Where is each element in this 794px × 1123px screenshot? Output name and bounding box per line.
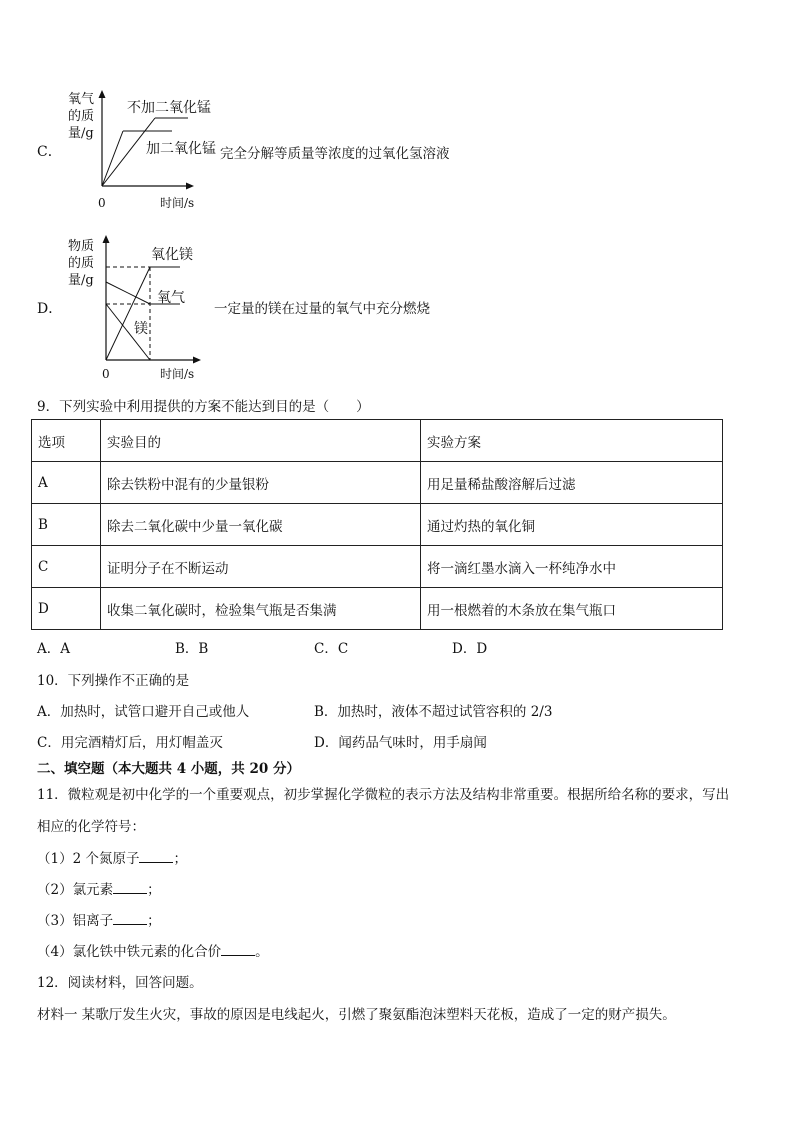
table-cell: D: [32, 588, 101, 630]
q11-item-2: [37, 878, 161, 898]
option-d-description: 一定量的镁在过量的氧气中充分燃烧: [214, 301, 430, 317]
answer-blank[interactable]: [221, 943, 255, 956]
table-row: [32, 462, 723, 504]
q11-item-end: ；: [147, 913, 161, 929]
q11-item-end: ；: [173, 851, 187, 867]
table-header-cell: 实验目的: [101, 420, 421, 462]
table-row: [32, 546, 723, 588]
d-ylabel-1: 物质: [68, 239, 95, 254]
answer-blank[interactable]: [139, 850, 173, 863]
c-ylabel-3: 量/g: [68, 126, 94, 141]
d-xlabel: 时间/s: [160, 367, 195, 381]
table-cell: 用一根燃着的木条放在集气瓶口: [421, 588, 723, 630]
q12-stem: 12．阅读材料，回答问题。: [37, 975, 203, 991]
q11-item-end: 。: [255, 944, 269, 960]
c-ylabel-1: 氧气: [68, 92, 95, 107]
q10-choice-d[interactable]: D．闻药品气味时，用手扇闻: [314, 735, 487, 751]
table-cell: 收集二氧化碳时，检验集气瓶是否集满: [101, 588, 421, 630]
c-origin: 0: [98, 196, 106, 210]
table-row: [32, 504, 723, 546]
table-row: [32, 420, 723, 462]
q9-choice-b[interactable]: B．B: [175, 641, 209, 657]
q10-choice-b[interactable]: B．加热时，液体不超过试管容积的 2/3: [314, 704, 553, 720]
table-header-cell: 实验方案: [421, 420, 723, 462]
q12-material-1: 材料一 某歌厅发生火灾，事故的原因是电线起火，引燃了聚氨酯泡沫塑料天花板，造成了一定的财产损失。: [37, 1007, 676, 1023]
q11-item-text: （4）氯化铁中铁元素的化合价: [37, 944, 222, 960]
q11-item-text: （1）2 个氮原子: [37, 851, 140, 867]
q10-stem: 10．下列操作不正确的是: [37, 673, 190, 689]
q11-item-4: [37, 940, 269, 960]
d-line-low-label: 镁: [134, 321, 148, 337]
d-ylabel-2: 的质: [68, 256, 95, 271]
q11-item-text: （3）铝离子: [37, 913, 114, 929]
d-line-mgo: [106, 267, 150, 360]
q10-choice-a[interactable]: A．加热时，试管口避开自己或他人: [37, 704, 250, 720]
q9-choice-d[interactable]: D．D: [452, 641, 488, 657]
q9-table: [31, 419, 723, 630]
answer-blank[interactable]: [113, 912, 147, 925]
q11-item-end: ；: [147, 882, 161, 898]
c-ylabel-2: 的质: [68, 109, 95, 124]
c-line-bottom-label: 加二氧化锰: [146, 141, 216, 157]
table-cell: C: [32, 546, 101, 588]
q11-item-3: [37, 909, 161, 929]
q11-item-1: [37, 847, 187, 867]
table-cell: 通过灼热的氧化铜: [421, 504, 723, 546]
q11-item-text: （2）氯元素: [37, 882, 114, 898]
table-cell: 证明分子在不断运动: [101, 546, 421, 588]
q9-stem: 9．下列实验中利用提供的方案不能达到目的是（ ）: [37, 399, 370, 415]
table-cell: 除去二氧化碳中少量一氧化碳: [101, 504, 421, 546]
option-d-label: D．: [37, 301, 63, 317]
c-line-top-label: 不加二氧化锰: [127, 100, 211, 116]
c-xlabel: 时间/s: [160, 196, 195, 210]
option-c-label: C．: [37, 144, 62, 160]
d-line-mid-label: 氧气: [157, 290, 185, 306]
table-cell: A: [32, 462, 101, 504]
q11-stem-line2: 相应的化学符号：: [37, 819, 145, 835]
q9-choice-c[interactable]: C．C: [314, 641, 349, 657]
d-origin: 0: [102, 367, 110, 381]
q10-choice-c[interactable]: C．用完酒精灯后，用灯帽盖灭: [37, 735, 223, 751]
table-cell: 用足量稀盐酸溶解后过滤: [421, 462, 723, 504]
table-cell: 将一滴红墨水滴入一杯纯净水中: [421, 546, 723, 588]
table-cell: 除去铁粉中混有的少量银粉: [101, 462, 421, 504]
section-title: 二、填空题（本大题共 4 小题，共 20 分）: [37, 761, 300, 777]
option-c-description: 完全分解等质量等浓度的过氧化氢溶液: [220, 146, 450, 162]
c-line-with-mno2: [102, 131, 123, 186]
q9-choice-a[interactable]: A．A: [37, 641, 70, 657]
table-cell: B: [32, 504, 101, 546]
d-line-o2: [106, 282, 150, 304]
d-line-top-label: 氧化镁: [151, 247, 193, 263]
table-row: [32, 588, 723, 630]
table-header-cell: 选项: [32, 420, 101, 462]
answer-blank[interactable]: [113, 881, 147, 894]
d-ylabel-3: 量/g: [68, 273, 94, 288]
q11-stem-line1: 11．微粒观是初中化学的一个重要观点，初步掌握化学微粒的表示方法及结构非常重要。根据所给名称的要求，写出: [37, 787, 730, 803]
